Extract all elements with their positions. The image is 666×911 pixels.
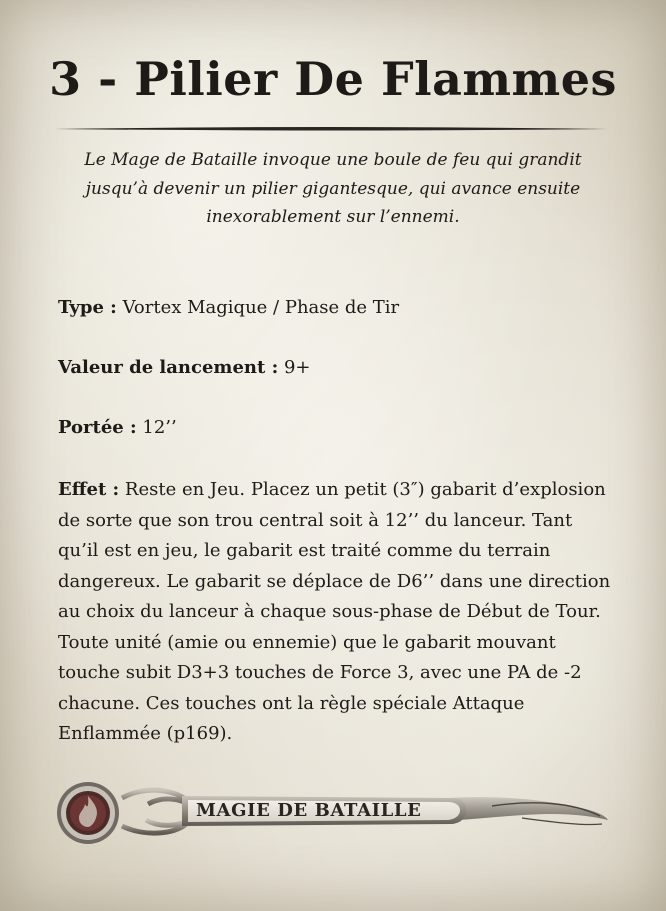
spell-effect-text: Reste en Jeu. Placez un petit (3″) gabarit d’explosion de sorte que son trou central soit à 12’’ du lanceur. Tant qu’il est en jeu, le gabarit est traité comme du terrain dangereux. Le gabarit se déplace de D6’’ dans une direction au choix du lanceur à chaque sous-phase de Début de Tour. Toute unité (amie ou ennemie) que le gabarit mouvant touche subit D3+3 touches de Force 3, avec une PA de -2 chacune. Ces touches ont la règle spéciale Attaque Enflammée (p169). bbox=[58, 479, 611, 744]
spell-type bbox=[58, 293, 614, 323]
spell-range bbox=[58, 413, 614, 443]
spell-range-label: Portée : bbox=[58, 417, 137, 438]
spell-effect-label: Effet : bbox=[58, 479, 120, 500]
casting-value-label: Valeur de lancement : bbox=[58, 357, 279, 378]
spell-type-label: Type : bbox=[58, 297, 117, 318]
flavor-text: Le Mage de Bataille invoque une boule de feu qui grandit jusqu’à devenir un pilier gigantesque, qui avance ensuite inexorablement sur l’ennemi. bbox=[84, 150, 582, 227]
spell-type-value: Vortex Magique / Phase de Tir bbox=[122, 297, 400, 318]
fire-emblem-icon bbox=[55, 780, 121, 846]
casting-value bbox=[58, 353, 614, 383]
casting-value-number: 9+ bbox=[283, 357, 311, 378]
spell-title: 3 - Pilier De Flammes bbox=[49, 52, 617, 106]
spell-range-value: 12’’ bbox=[142, 417, 177, 438]
title-divider bbox=[54, 124, 608, 134]
lore-banner-label: MAGIE DE BATAILLE bbox=[196, 800, 422, 821]
spell-effect bbox=[58, 475, 614, 750]
